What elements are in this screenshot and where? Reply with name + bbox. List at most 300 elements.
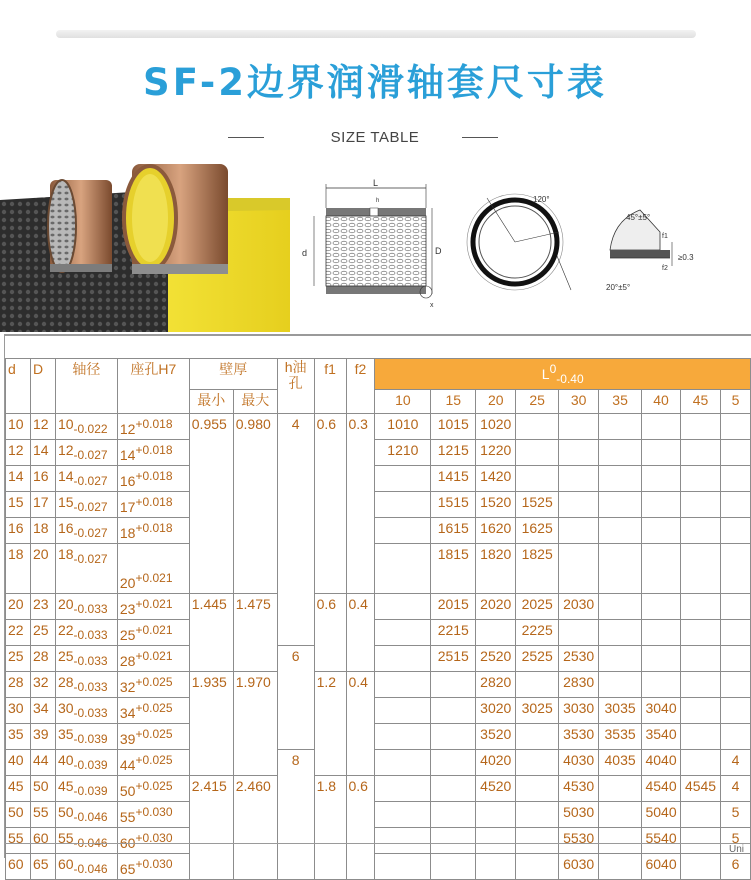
table-row <box>6 802 751 828</box>
header-length-col: 10 <box>375 390 431 414</box>
cell-length-code: 2025 <box>516 594 559 620</box>
cell-length-code <box>375 646 431 672</box>
cell-length-code <box>642 440 681 466</box>
cell-housing <box>117 440 189 466</box>
cell-d: 18 <box>6 544 31 594</box>
cell-shaft-tol: -0.046 <box>73 862 108 876</box>
cell-wall-min: 0.955 <box>189 414 233 594</box>
cell-length-code <box>559 466 599 492</box>
subtitle-row <box>0 128 750 148</box>
cell-housing-value: 60 <box>119 835 136 851</box>
header-D: D <box>30 359 55 414</box>
cell-shaft-value: 12 <box>57 442 74 458</box>
cell-housing <box>117 492 189 518</box>
cell-length-code <box>681 544 721 594</box>
footer-note: Uni <box>728 844 744 855</box>
cell-housing <box>117 854 189 880</box>
cell-housing-tol: +0.021 <box>135 623 173 637</box>
chamfer-top-label: 45°±5° <box>626 213 651 222</box>
size-table-container <box>4 334 751 877</box>
header-f1: f1 <box>314 359 346 414</box>
cell-length-code <box>721 646 751 672</box>
chamfer-bottom-label: 20°±5° <box>606 283 631 292</box>
cell-length-code: 1520 <box>476 492 516 518</box>
cell-length-code: 2830 <box>559 672 599 698</box>
cell-length-code <box>559 492 599 518</box>
cell-housing <box>117 724 189 750</box>
cell-d: 55 <box>6 828 31 854</box>
table-row <box>6 414 751 440</box>
cell-housing-tol: +0.018 <box>135 469 173 483</box>
cell-shaft <box>55 646 117 672</box>
cell-length-code <box>599 776 642 802</box>
cell-housing <box>117 620 189 646</box>
cell-shaft-value: 50 <box>57 804 74 820</box>
depth-label: ≥0.3 <box>678 253 694 262</box>
cell-length-code: 1210 <box>375 440 431 466</box>
cell-f2: 0.6 <box>346 776 375 880</box>
cell-d: 10 <box>6 414 31 440</box>
cell-length-code <box>681 750 721 776</box>
header-d: d <box>6 359 31 414</box>
cell-length-code <box>516 750 559 776</box>
cell-length-code <box>721 518 751 544</box>
cell-length-code <box>721 672 751 698</box>
cell-d: 16 <box>6 518 31 544</box>
header-length-col: 35 <box>599 390 642 414</box>
cell-length-code: 2520 <box>476 646 516 672</box>
cell-length-code <box>559 620 599 646</box>
cell-length-code <box>642 620 681 646</box>
end-view-drawing <box>465 180 575 300</box>
cell-housing-tol: +0.021 <box>135 649 173 663</box>
cell-housing-tol: +0.018 <box>135 417 173 431</box>
cell-length-code: 6040 <box>642 854 681 880</box>
cell-length-code: 3035 <box>599 698 642 724</box>
cell-D: 28 <box>30 646 55 672</box>
header-housing: 座孔H7 <box>117 359 189 414</box>
cell-d: 28 <box>6 672 31 698</box>
cell-length-code: 4520 <box>476 776 516 802</box>
cell-D: 34 <box>30 698 55 724</box>
cell-housing-value: 28 <box>119 653 136 669</box>
table-row <box>6 724 751 750</box>
cell-housing-value: 18 <box>119 525 136 541</box>
cell-length-code <box>516 802 559 828</box>
cell-housing <box>117 594 189 620</box>
cell-shaft <box>55 440 117 466</box>
header-length-col: 5 <box>721 390 751 414</box>
dim-h-label: h <box>376 198 380 204</box>
header-length <box>375 359 751 390</box>
cell-oil-hole: 8 <box>277 750 314 880</box>
cell-length-code: 3530 <box>559 724 599 750</box>
cell-length-code <box>431 750 476 776</box>
cell-length-code: 3020 <box>476 698 516 724</box>
cell-D: 23 <box>30 594 55 620</box>
table-row <box>6 492 751 518</box>
table-row <box>6 620 751 646</box>
cell-f2: 0.4 <box>346 672 375 776</box>
cell-length-code: 1420 <box>476 466 516 492</box>
cell-housing-value: 12 <box>119 421 136 437</box>
table-header <box>6 359 751 414</box>
cell-housing-tol: +0.018 <box>135 521 173 535</box>
cell-wall-min: 1.445 <box>189 594 233 672</box>
cell-length-code <box>681 698 721 724</box>
cell-shaft <box>55 724 117 750</box>
cell-d: 25 <box>6 646 31 672</box>
cell-D: 50 <box>30 776 55 802</box>
cell-shaft <box>55 698 117 724</box>
cell-D: 39 <box>30 724 55 750</box>
cell-length-code <box>559 414 599 440</box>
f1-label: f1 <box>662 233 668 240</box>
cell-length-code <box>599 414 642 440</box>
cell-shaft-tol: -0.022 <box>73 422 108 436</box>
cell-length-code: 1825 <box>516 544 559 594</box>
cell-length-code <box>375 672 431 698</box>
cell-length-code <box>516 724 559 750</box>
cell-oil-hole: 4 <box>277 414 314 646</box>
header-length-tol-upper: 0 <box>549 362 557 376</box>
cell-f1: 1.2 <box>314 672 346 776</box>
cell-length-code: 5 <box>721 828 751 854</box>
cell-d: 22 <box>6 620 31 646</box>
table-row <box>6 594 751 620</box>
size-table <box>5 358 751 880</box>
cell-length-code <box>599 620 642 646</box>
cell-housing <box>117 518 189 544</box>
cell-shaft-value: 25 <box>57 648 74 664</box>
cell-housing-tol: +0.030 <box>135 805 173 819</box>
cell-length-code <box>599 466 642 492</box>
cell-length-code <box>681 672 721 698</box>
cell-length-code <box>721 466 751 492</box>
cell-shaft <box>55 776 117 802</box>
page-title: SF-2边界润滑轴套尺寸表 <box>143 61 607 104</box>
table-row <box>6 672 751 698</box>
cell-length-code <box>599 802 642 828</box>
cell-length-code <box>642 594 681 620</box>
detail-x-label: x <box>430 302 434 309</box>
cell-wall-max: 1.970 <box>233 672 277 776</box>
cell-length-code <box>516 776 559 802</box>
cell-d: 14 <box>6 466 31 492</box>
cell-shaft <box>55 672 117 698</box>
cell-housing-value: 20 <box>119 575 136 591</box>
table-row <box>6 466 751 492</box>
cell-housing-tol: +0.021 <box>135 597 173 611</box>
cell-length-code <box>681 620 721 646</box>
cell-D: 32 <box>30 672 55 698</box>
cell-length-code: 1515 <box>431 492 476 518</box>
cell-shaft-value: 30 <box>57 700 74 716</box>
cell-length-code: 4 <box>721 776 751 802</box>
cell-length-code: 3540 <box>642 724 681 750</box>
cell-housing-tol: +0.021 <box>135 571 173 585</box>
cell-d: 20 <box>6 594 31 620</box>
cell-length-code <box>375 620 431 646</box>
cell-length-code <box>721 414 751 440</box>
cell-D: 20 <box>30 544 55 594</box>
cell-length-code <box>642 672 681 698</box>
dim-d-label: d <box>302 248 308 258</box>
cell-housing-tol: +0.025 <box>135 675 173 689</box>
cell-length-code: 5530 <box>559 828 599 854</box>
cell-shaft-tol: -0.046 <box>73 836 108 850</box>
cell-shaft-value: 20 <box>57 596 74 612</box>
cell-length-code <box>431 776 476 802</box>
cell-shaft-value: 15 <box>57 494 74 510</box>
cell-d: 40 <box>6 750 31 776</box>
cell-housing-tol: +0.018 <box>135 495 173 509</box>
section-view-drawing <box>300 180 440 310</box>
cell-shaft <box>55 414 117 440</box>
cell-housing-value: 55 <box>119 809 136 825</box>
cell-length-code: 1010 <box>375 414 431 440</box>
cell-length-code <box>375 724 431 750</box>
cell-housing-tol: +0.030 <box>135 857 173 871</box>
cell-shaft-tol: -0.027 <box>73 474 108 488</box>
cell-length-code: 4030 <box>559 750 599 776</box>
cell-housing-value: 65 <box>119 861 136 877</box>
cell-length-code: 5030 <box>559 802 599 828</box>
header-length-tol-lower: -0.40 <box>556 372 584 386</box>
cell-d: 12 <box>6 440 31 466</box>
cell-length-code: 3535 <box>599 724 642 750</box>
header-length-col: 25 <box>516 390 559 414</box>
cell-wall-max: 1.475 <box>233 594 277 672</box>
cell-length-code <box>681 518 721 544</box>
cell-length-code: 3025 <box>516 698 559 724</box>
cell-shaft-tol: -0.027 <box>73 500 108 514</box>
cell-length-code <box>681 440 721 466</box>
product-photo-art <box>0 160 290 332</box>
cell-housing-value: 14 <box>119 447 136 463</box>
cell-d: 60 <box>6 854 31 880</box>
cell-D: 17 <box>30 492 55 518</box>
cell-length-code <box>721 440 751 466</box>
header-shaft: 轴径 <box>55 359 117 414</box>
cell-length-code: 4530 <box>559 776 599 802</box>
cell-length-code <box>681 414 721 440</box>
cell-shaft-tol: -0.039 <box>73 732 108 746</box>
table-row <box>6 698 751 724</box>
cell-shaft-tol: -0.033 <box>73 680 108 694</box>
cell-housing <box>117 414 189 440</box>
table-row <box>6 854 751 880</box>
cell-length-code <box>516 466 559 492</box>
cell-housing-value: 34 <box>119 705 136 721</box>
cell-housing <box>117 466 189 492</box>
cell-housing-value: 16 <box>119 473 136 489</box>
cell-length-code <box>721 724 751 750</box>
cell-length-code: 1815 <box>431 544 476 594</box>
table-row <box>6 750 751 776</box>
cell-length-code: 2225 <box>516 620 559 646</box>
header-oil-hole: h油孔 <box>277 359 314 414</box>
cell-shaft <box>55 544 117 594</box>
cell-housing-value: 25 <box>119 627 136 643</box>
cell-length-code: 1220 <box>476 440 516 466</box>
cell-length-code <box>375 492 431 518</box>
cell-shaft-tol: -0.027 <box>73 552 108 566</box>
cell-D: 60 <box>30 828 55 854</box>
cell-D: 12 <box>30 414 55 440</box>
cell-housing-tol: +0.025 <box>135 753 173 767</box>
cell-D: 44 <box>30 750 55 776</box>
cell-d: 35 <box>6 724 31 750</box>
cell-length-code <box>681 854 721 880</box>
cell-length-code <box>599 594 642 620</box>
cell-shaft-value: 40 <box>57 752 74 768</box>
cell-length-code <box>642 492 681 518</box>
cell-length-code <box>375 594 431 620</box>
cell-length-code: 2515 <box>431 646 476 672</box>
cell-length-code: 1820 <box>476 544 516 594</box>
cell-shaft <box>55 594 117 620</box>
cell-length-code <box>599 440 642 466</box>
cell-housing <box>117 544 189 594</box>
cell-shaft-tol: -0.033 <box>73 654 108 668</box>
cell-shaft-tol: -0.027 <box>73 526 108 540</box>
angle-120-label: 120° <box>533 195 550 204</box>
cell-D: 14 <box>30 440 55 466</box>
cell-D: 55 <box>30 802 55 828</box>
cell-shaft <box>55 620 117 646</box>
cell-length-code <box>516 854 559 880</box>
cell-housing <box>117 750 189 776</box>
cell-housing-value: 50 <box>119 783 136 799</box>
header-length-col: 20 <box>476 390 516 414</box>
cell-length-code: 5 <box>721 802 751 828</box>
cell-length-code <box>642 646 681 672</box>
cell-length-code <box>681 646 721 672</box>
cell-length-code: 2820 <box>476 672 516 698</box>
cell-length-code <box>721 620 751 646</box>
cell-length-code <box>642 544 681 594</box>
cell-housing <box>117 672 189 698</box>
cell-housing <box>117 646 189 672</box>
cell-length-code: 4540 <box>642 776 681 802</box>
cell-length-code <box>431 724 476 750</box>
cell-shaft-value: 14 <box>57 468 74 484</box>
cell-f2: 0.3 <box>346 414 375 594</box>
cell-length-code <box>559 544 599 594</box>
cell-shaft-value: 55 <box>57 830 74 846</box>
cell-shaft-value: 45 <box>57 778 74 794</box>
cell-housing <box>117 802 189 828</box>
cell-length-code <box>476 802 516 828</box>
size-table-subtitle: SIZE TABLE <box>330 129 420 146</box>
cell-length-code: 4035 <box>599 750 642 776</box>
cell-length-code <box>599 544 642 594</box>
cell-wall-min: 2.415 <box>189 776 233 880</box>
cell-f2: 0.4 <box>346 594 375 672</box>
cell-length-code <box>375 854 431 880</box>
cell-f1: 0.6 <box>314 414 346 594</box>
cell-shaft-value: 16 <box>57 520 74 536</box>
table-row <box>6 646 751 672</box>
cell-length-code: 1615 <box>431 518 476 544</box>
cell-length-code <box>721 544 751 594</box>
cell-shaft-tol: -0.033 <box>73 706 108 720</box>
cell-length-code: 1020 <box>476 414 516 440</box>
cell-length-code: 2525 <box>516 646 559 672</box>
cell-length-code: 2015 <box>431 594 476 620</box>
header-wall-max: 最大 <box>233 390 277 414</box>
header-length-col: 40 <box>642 390 681 414</box>
cell-length-code: 4020 <box>476 750 516 776</box>
cell-length-code <box>599 646 642 672</box>
header-wall: 壁厚 <box>189 359 277 390</box>
cell-housing-value: 44 <box>119 757 136 773</box>
header-wall-min: 最小 <box>189 390 233 414</box>
cell-length-code: 4040 <box>642 750 681 776</box>
cell-length-code <box>431 698 476 724</box>
cell-length-code: 6 <box>721 854 751 880</box>
cell-shaft-value: 60 <box>57 856 74 872</box>
cell-length-code: 2530 <box>559 646 599 672</box>
cell-housing-value: 17 <box>119 499 136 515</box>
cell-length-code: 5040 <box>642 802 681 828</box>
cell-D: 16 <box>30 466 55 492</box>
cell-wall-max: 2.460 <box>233 776 277 880</box>
cell-shaft-tol: -0.039 <box>73 784 108 798</box>
cell-length-code <box>476 620 516 646</box>
cell-housing-value: 39 <box>119 731 136 747</box>
cell-shaft-value: 35 <box>57 726 74 742</box>
cell-shaft-value: 28 <box>57 674 74 690</box>
cell-length-code <box>721 698 751 724</box>
cell-housing-tol: +0.018 <box>135 443 173 457</box>
table-row <box>6 440 751 466</box>
table-body <box>6 414 751 880</box>
cell-D: 18 <box>30 518 55 544</box>
cell-length-code <box>642 414 681 440</box>
cell-length-code <box>516 672 559 698</box>
cell-length-code: 5540 <box>642 828 681 854</box>
cell-length-code: 6030 <box>559 854 599 880</box>
cell-length-code <box>599 518 642 544</box>
cell-length-code <box>431 802 476 828</box>
cell-length-code <box>375 466 431 492</box>
cell-d: 15 <box>6 492 31 518</box>
cell-length-code <box>375 544 431 594</box>
header-length-col: 45 <box>681 390 721 414</box>
cell-D: 65 <box>30 854 55 880</box>
header-f2: f2 <box>346 359 375 414</box>
cell-housing-tol: +0.025 <box>135 701 173 715</box>
cell-length-code <box>642 466 681 492</box>
cell-shaft <box>55 466 117 492</box>
header-length-col: 30 <box>559 390 599 414</box>
cell-length-code <box>516 414 559 440</box>
header-length-col: 15 <box>431 390 476 414</box>
cell-shaft-tol: -0.033 <box>73 628 108 642</box>
f2-label: f2 <box>662 265 668 272</box>
header-length-base: L <box>541 366 550 382</box>
table-footer <box>4 843 750 857</box>
cell-length-code <box>599 672 642 698</box>
cell-length-code: 1415 <box>431 466 476 492</box>
cell-oil-hole: 6 <box>277 646 314 750</box>
cell-length-code <box>599 492 642 518</box>
table-row <box>6 776 751 802</box>
cell-d: 45 <box>6 776 31 802</box>
header-decor-bar <box>56 30 696 38</box>
